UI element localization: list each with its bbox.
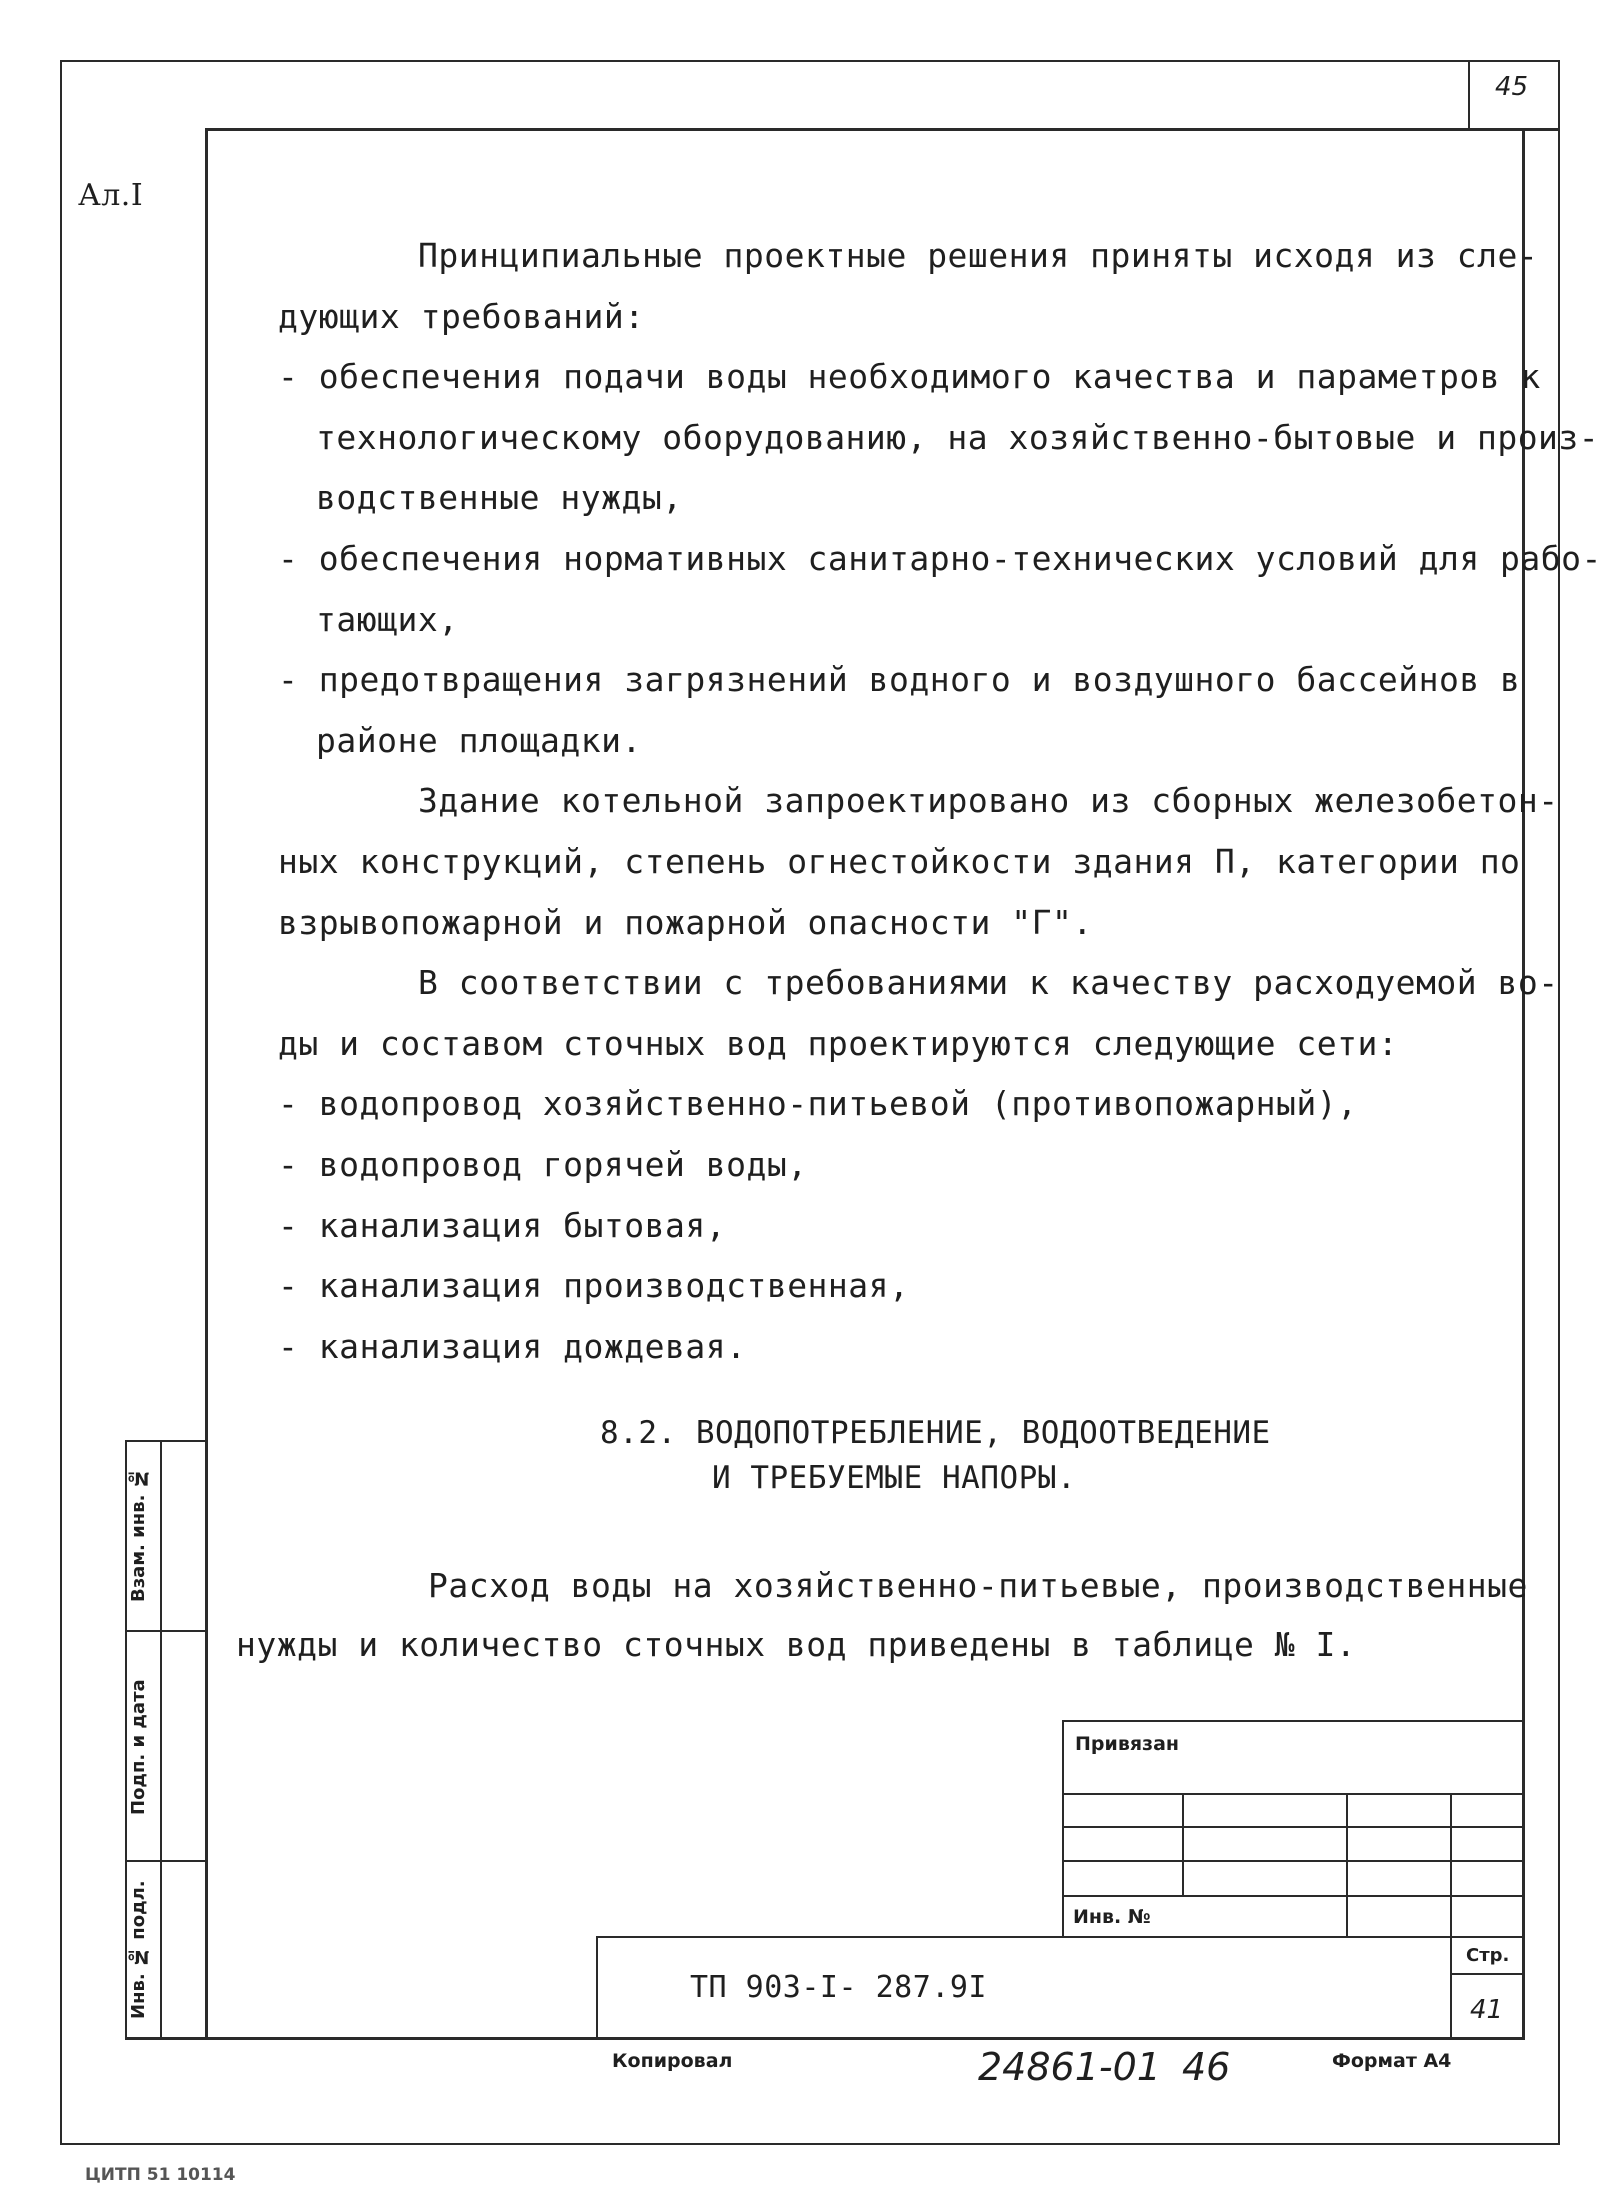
page-number: 41 [1470,1995,1504,2025]
closing-line1: Расход воды на хозяйственно-питьевые, производственные [428,1566,1528,1605]
tb-bound-top [1062,1720,1525,1722]
closing-line2: нужды и количество сточных вод приведены в таблице № I. [236,1625,1357,1664]
page-label: Стр. [1466,1945,1510,1966]
inner-frame-top [205,128,1558,131]
stamp-label-orig-inv: Инв. № подл. [128,1880,149,2020]
inner-frame-left [205,128,208,2040]
format-label: Формат А4 [1332,2050,1452,2072]
body-line: технологическому оборудованию, на хозяйственно-бытовые и произ- [316,418,1600,457]
body-line: - канализация производственная, [278,1266,910,1305]
tb-row3 [1062,1860,1525,1862]
body-line: Здание котельной запроектировано из сборных железобетон- [418,781,1559,820]
body-line: ды и составом сточных вод проектируются следующие сети: [278,1024,1399,1063]
stamp-col-mid [160,1440,162,2040]
body-line: дующих требований: [278,297,645,336]
body-line: - канализация дождевая. [278,1327,747,1366]
tb-bound-label: Привязан [1075,1733,1180,1755]
tb-col2 [1346,1793,1348,1938]
sheet-box-left [1468,60,1470,130]
stamp-label-replaced-inv: Взам. инв. № [128,1467,149,1603]
album-label: Ал.I [78,178,144,213]
stamp-label-sign-date: Подп. и дата [128,1679,149,1816]
inner-frame-right [1522,128,1525,2040]
body-line: взрывопожарной и пожарной опасности "Г". [278,903,1093,942]
body-line: ных конструкций, степень огнестойкости здания П, категории по [278,842,1521,881]
body-line: районе площадки. [316,721,642,760]
stamp-div1 [125,1630,207,1632]
stamp-div2 [125,1860,207,1862]
body-line: Принципиальные проектные решения приняты исходя из сле- [418,236,1539,275]
section-heading-line1: 8.2. ВОДОПОТРЕБЛЕНИЕ, ВОДООТВЕДЕНИЕ [600,1415,1271,1451]
body-line: - канализация бытовая, [278,1206,727,1245]
outer-frame-right [1558,60,1560,2145]
print-code: ЦИТП 51 10114 [85,2165,236,2185]
sheet-number: 45 [1495,72,1529,102]
tb-page-divider [1450,1973,1525,1975]
outer-frame-left [60,60,62,2145]
body-line: водственные нужды, [316,478,683,517]
body-line: - водопровод хозяйственно-питьевой (противопожарный), [278,1084,1358,1123]
body-line: тающих, [316,600,459,639]
body-line: - обеспечения подачи воды необходимого качества и параметров к [278,357,1541,396]
tb-main-top [596,1936,1525,1938]
tb-col3 [1450,1793,1452,2040]
document-code: ТП 903-I- 287.9I [690,1970,987,2005]
stamp-top [125,1440,207,1442]
inner-frame-bottom [125,2037,1525,2040]
body-line: В соответствии с требованиями к качеству расходуемой во- [418,963,1559,1002]
tb-bound-left [1062,1720,1064,1938]
tb-col1 [1182,1793,1184,1895]
section-heading-line2: И ТРЕБУЕМЫЕ НАПОРЫ. [712,1460,1077,1496]
outer-frame-bottom [60,2143,1560,2145]
tb-row1 [1062,1793,1525,1795]
tb-row4 [1062,1895,1525,1897]
tb-inv-label: Инв. № [1073,1906,1151,1928]
tb-row2 [1062,1826,1525,1828]
handwritten-page: 46 [1182,2045,1231,2089]
tb-main-left [596,1936,598,2040]
body-line: - предотвращения загрязнений водного и воздушного бассейнов в [278,660,1521,699]
body-line: - обеспечения нормативных санитарно-технических условий для рабо- [278,539,1602,578]
copied-label: Копировал [612,2050,733,2072]
handwritten-number: 24861-01 [978,2045,1161,2089]
body-line: - водопровод горячей воды, [278,1145,808,1184]
outer-frame-top [60,60,1560,62]
stamp-col-left [125,1440,127,2040]
